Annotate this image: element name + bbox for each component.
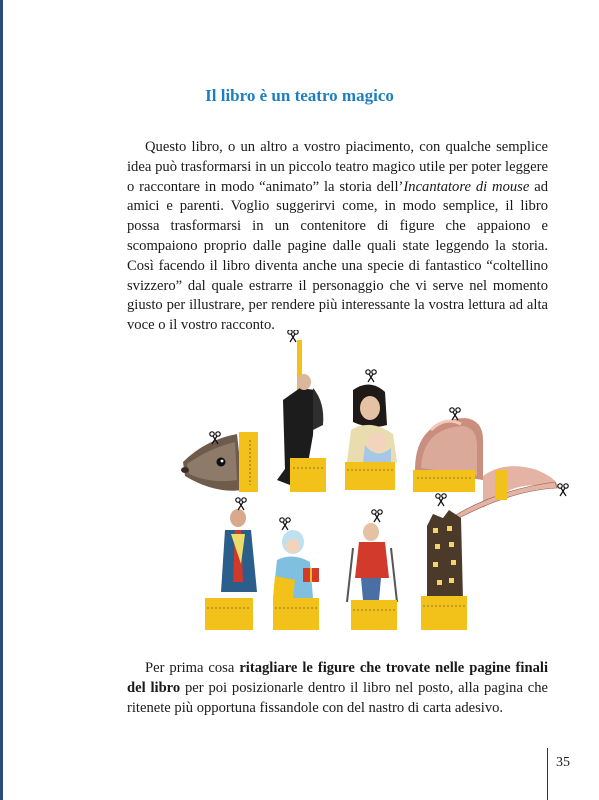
man-in-suit-figure: [205, 498, 257, 630]
scissors-icon: [288, 330, 298, 342]
boy-on-crutches-figure: [347, 510, 397, 630]
book-title-italic: Incantatore di mouse: [403, 178, 530, 195]
scissors-icon: [366, 370, 376, 382]
instructions-paragraph: [127, 659, 548, 718]
page-number-rule: [547, 748, 548, 800]
book-spine-edge: [0, 0, 3, 800]
scissors-icon: [558, 484, 568, 496]
page-title: Il libro è un teatro magico: [205, 86, 394, 105]
intro-text-start: Questo libro, o un altro a vostro piacimento, con qualche semplice idea può trasformarsi in un piccolo teatro magico utile per poter leggere o raccontare in modo “animato” la storia dell’: [127, 139, 548, 195]
scissors-icon: [236, 498, 246, 510]
girl-with-baby-figure: [345, 370, 397, 490]
intro-paragraph: [127, 138, 548, 336]
instructions-text-start: Per prima cosa: [145, 660, 240, 676]
instructions-text-end: per poi posizionarle dentro il libro nel posto, alla pagina che ritenete più opportuna fissandole con del nastro di carta adesivo.: [127, 679, 548, 716]
wizard-figure: [277, 330, 326, 492]
mouse-head-figure: [181, 432, 258, 492]
page-number: 35: [556, 755, 570, 770]
scissors-icon: [372, 510, 382, 522]
scissors-icon: [450, 408, 460, 420]
mouse-body-figure: [413, 408, 483, 492]
intro-text-end: ad amici e parenti. Voglio suggerirvi come, in modo semplice, il libro possa trasformarsi in un contenitore di figure che appaiono e scompaiono proprio dalle pagine dalle quali state leggendo la storia. Così facendo il libro diventa anche una specie di fantastico “coltellino svizzero” dal quale estrarre il personaggio che vi serve nel momento giusto per illustrare, per rendere più interessante la vostra lettura ad alta voce o il vostro racconto.: [127, 178, 548, 334]
instructions-bold: ritagliare le figure che trovate nelle pagine finali del libro: [127, 660, 548, 696]
scissors-icon: [436, 494, 446, 506]
child-with-gift-figure: [273, 518, 319, 630]
scissors-icon: [280, 518, 290, 530]
cutout-figures-illustration: [165, 330, 585, 635]
